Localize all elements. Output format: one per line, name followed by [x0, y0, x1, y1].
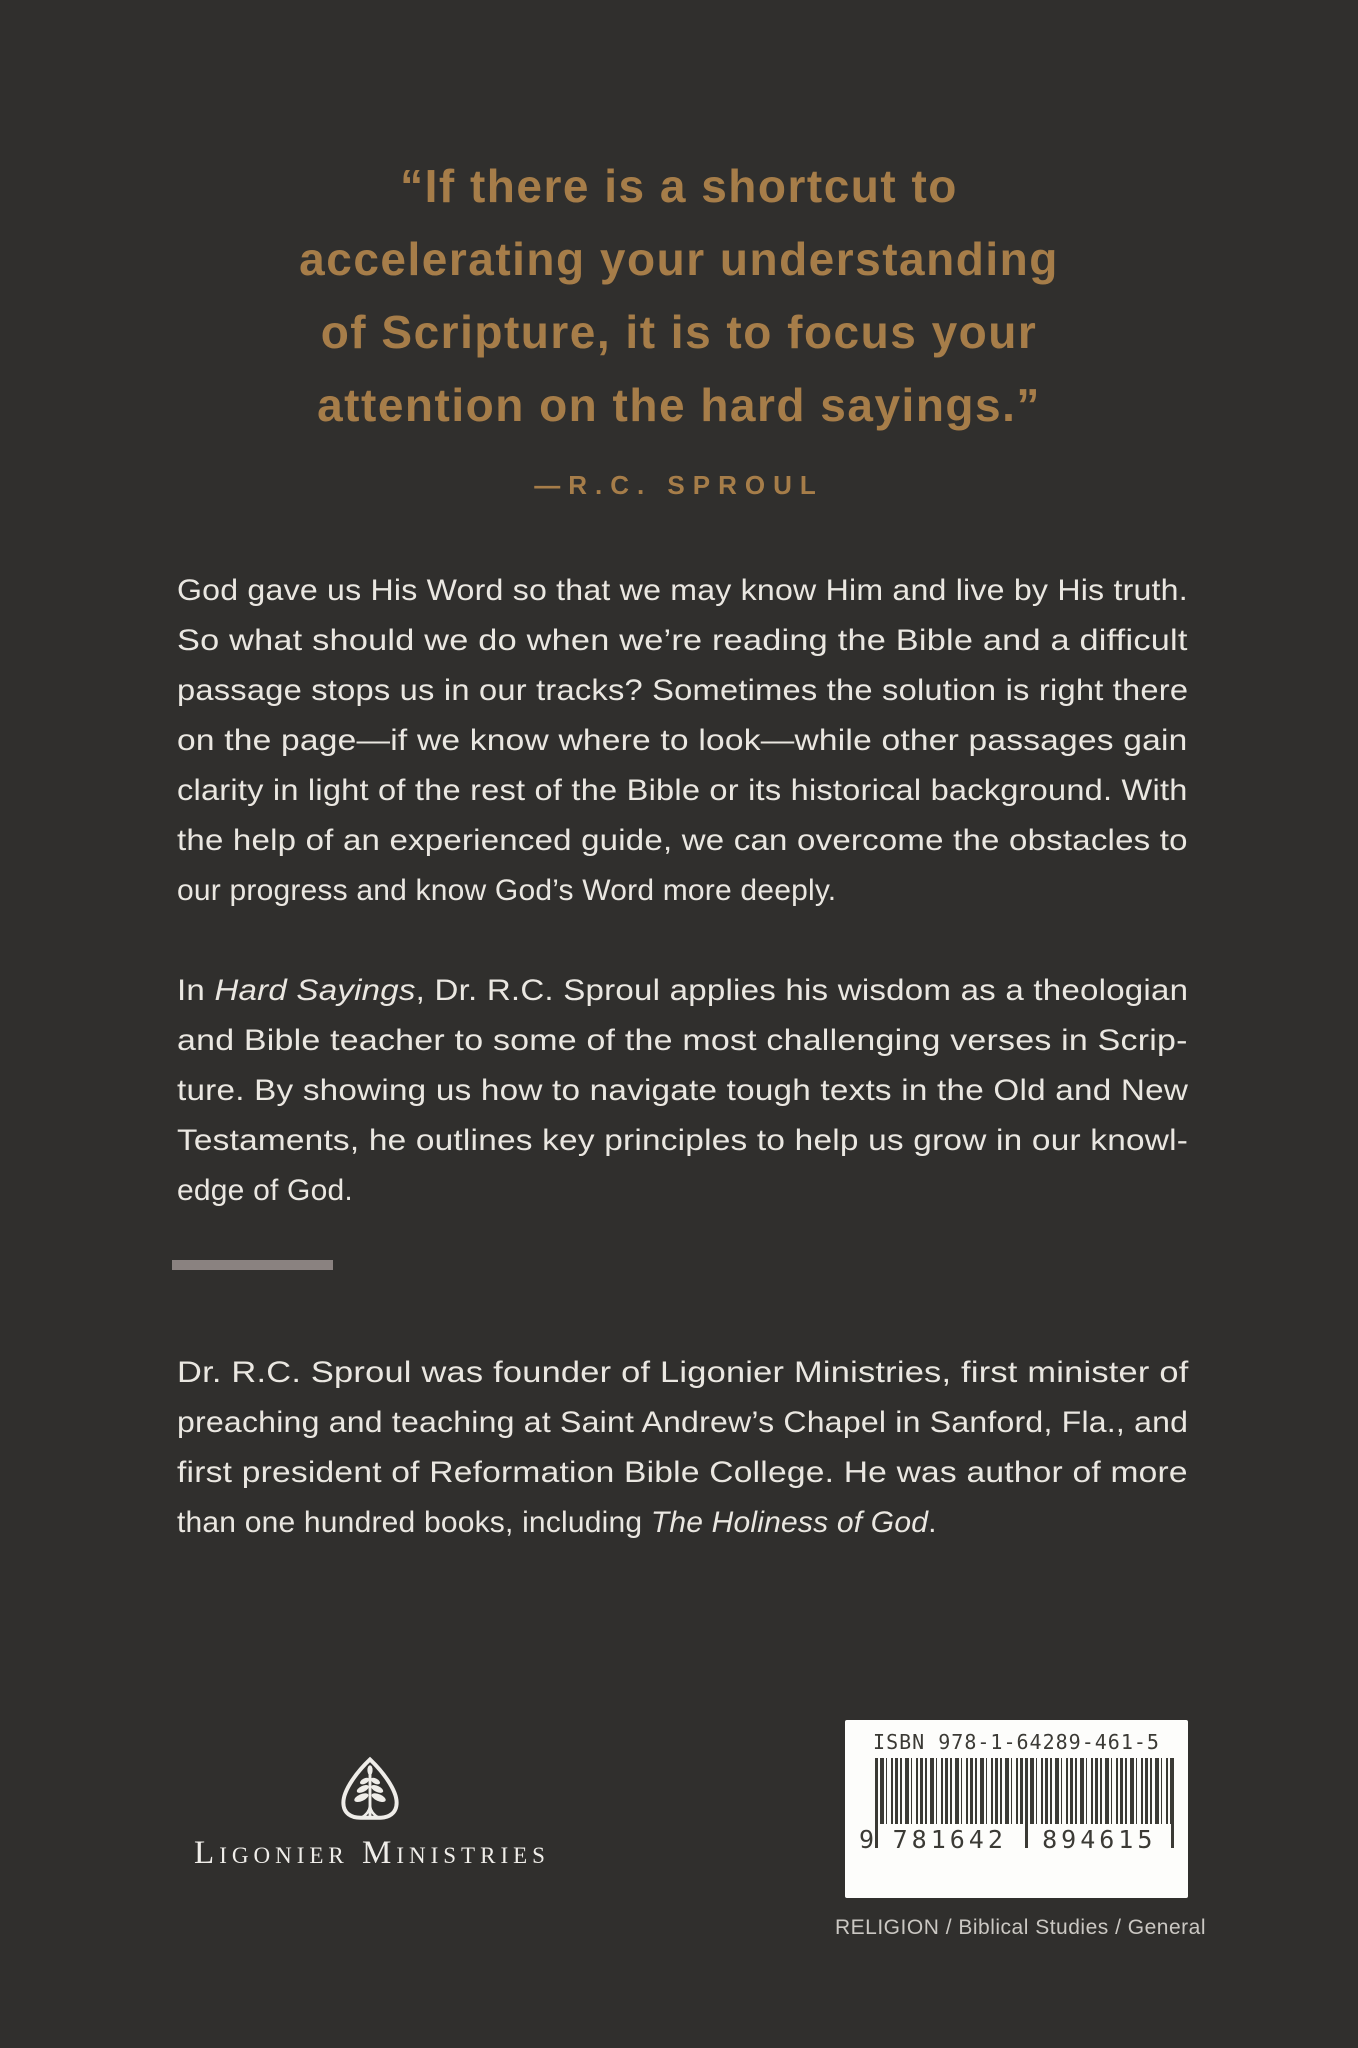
body-text: , Dr. R.C. Sproul applies his wisdom as a theologian: [415, 974, 1189, 1007]
body-line: and Bible teacher to some of the most challenging verses in Scrip-: [177, 1024, 1188, 1057]
section-divider: [172, 1260, 333, 1270]
body-line: edge of God.: [177, 1174, 353, 1207]
synopsis-paragraph-1: [177, 566, 1188, 916]
bisac-category-label: RELIGION / Biblical Studies / General: [835, 1916, 1206, 1939]
bio-line: preaching and teaching at Saint Andrew’s Chapel in Sanford, Fla., and: [177, 1406, 1189, 1439]
body-line: on the page—if we know where to look—while other passages gain: [177, 724, 1188, 757]
body-line: [177, 966, 1188, 1016]
quote-line: “If there is a shortcut to: [400, 160, 958, 212]
body-text: In: [177, 974, 215, 1007]
barcode-digit-group: 894615: [1042, 1825, 1157, 1854]
barcode-bars: [875, 1758, 1174, 1824]
barcode-digit-group: 781642: [892, 1825, 1007, 1854]
body-line: God gave us His Word so that we may know Him and live by His truth.: [177, 574, 1188, 607]
cover-quote: [0, 150, 1358, 442]
barcode-digits: [859, 1824, 1174, 1854]
barcode-panel: [845, 1720, 1188, 1898]
book-title-italic: The Holiness of God: [650, 1506, 929, 1539]
bio-text: than one hundred books, including: [177, 1506, 651, 1539]
synopsis-paragraph-2: [177, 966, 1188, 1216]
bio-text: .: [928, 1506, 937, 1539]
quote-line: accelerating your understanding: [299, 233, 1059, 285]
body-line: So what should we do when we’re reading the Bible and a difficult: [177, 624, 1188, 657]
isbn-label: ISBN 978-1-64289-461-5: [873, 1730, 1160, 1754]
body-line: the help of an experienced guide, we can overcome the obstacles to: [177, 824, 1188, 857]
book-title-italic: Hard Sayings: [214, 974, 416, 1007]
quote-line: attention on the hard sayings.”: [317, 379, 1041, 431]
quote-line: of Scripture, it is to focus your: [320, 306, 1038, 358]
body-line: passage stops us in our tracks? Sometimes the solution is right there: [177, 674, 1189, 707]
body-line: our progress and know God’s Word more deeply.: [177, 874, 837, 907]
body-line: Testaments, he outlines key principles to help us grow in our knowl-: [177, 1124, 1189, 1157]
bio-line: Dr. R.C. Sproul was founder of Ligonier Ministries, first minister of: [177, 1356, 1189, 1389]
quote-attribution: —R.C. SPROUL: [534, 470, 824, 500]
publisher-wordmark: Ligonier Ministries: [194, 1835, 550, 1871]
barcode-digit-lead: 9: [859, 1825, 875, 1854]
ligonier-tree-logo-icon: [334, 1756, 406, 1832]
body-line: ture. By showing us how to navigate tough texts in the Old and New: [177, 1074, 1189, 1107]
bio-line: [177, 1498, 937, 1548]
bio-line: first president of Reformation Bible College. He was author of more: [177, 1456, 1188, 1489]
body-line: clarity in light of the rest of the Bible or its historical background. With: [177, 774, 1188, 807]
author-bio: [177, 1348, 1188, 1548]
